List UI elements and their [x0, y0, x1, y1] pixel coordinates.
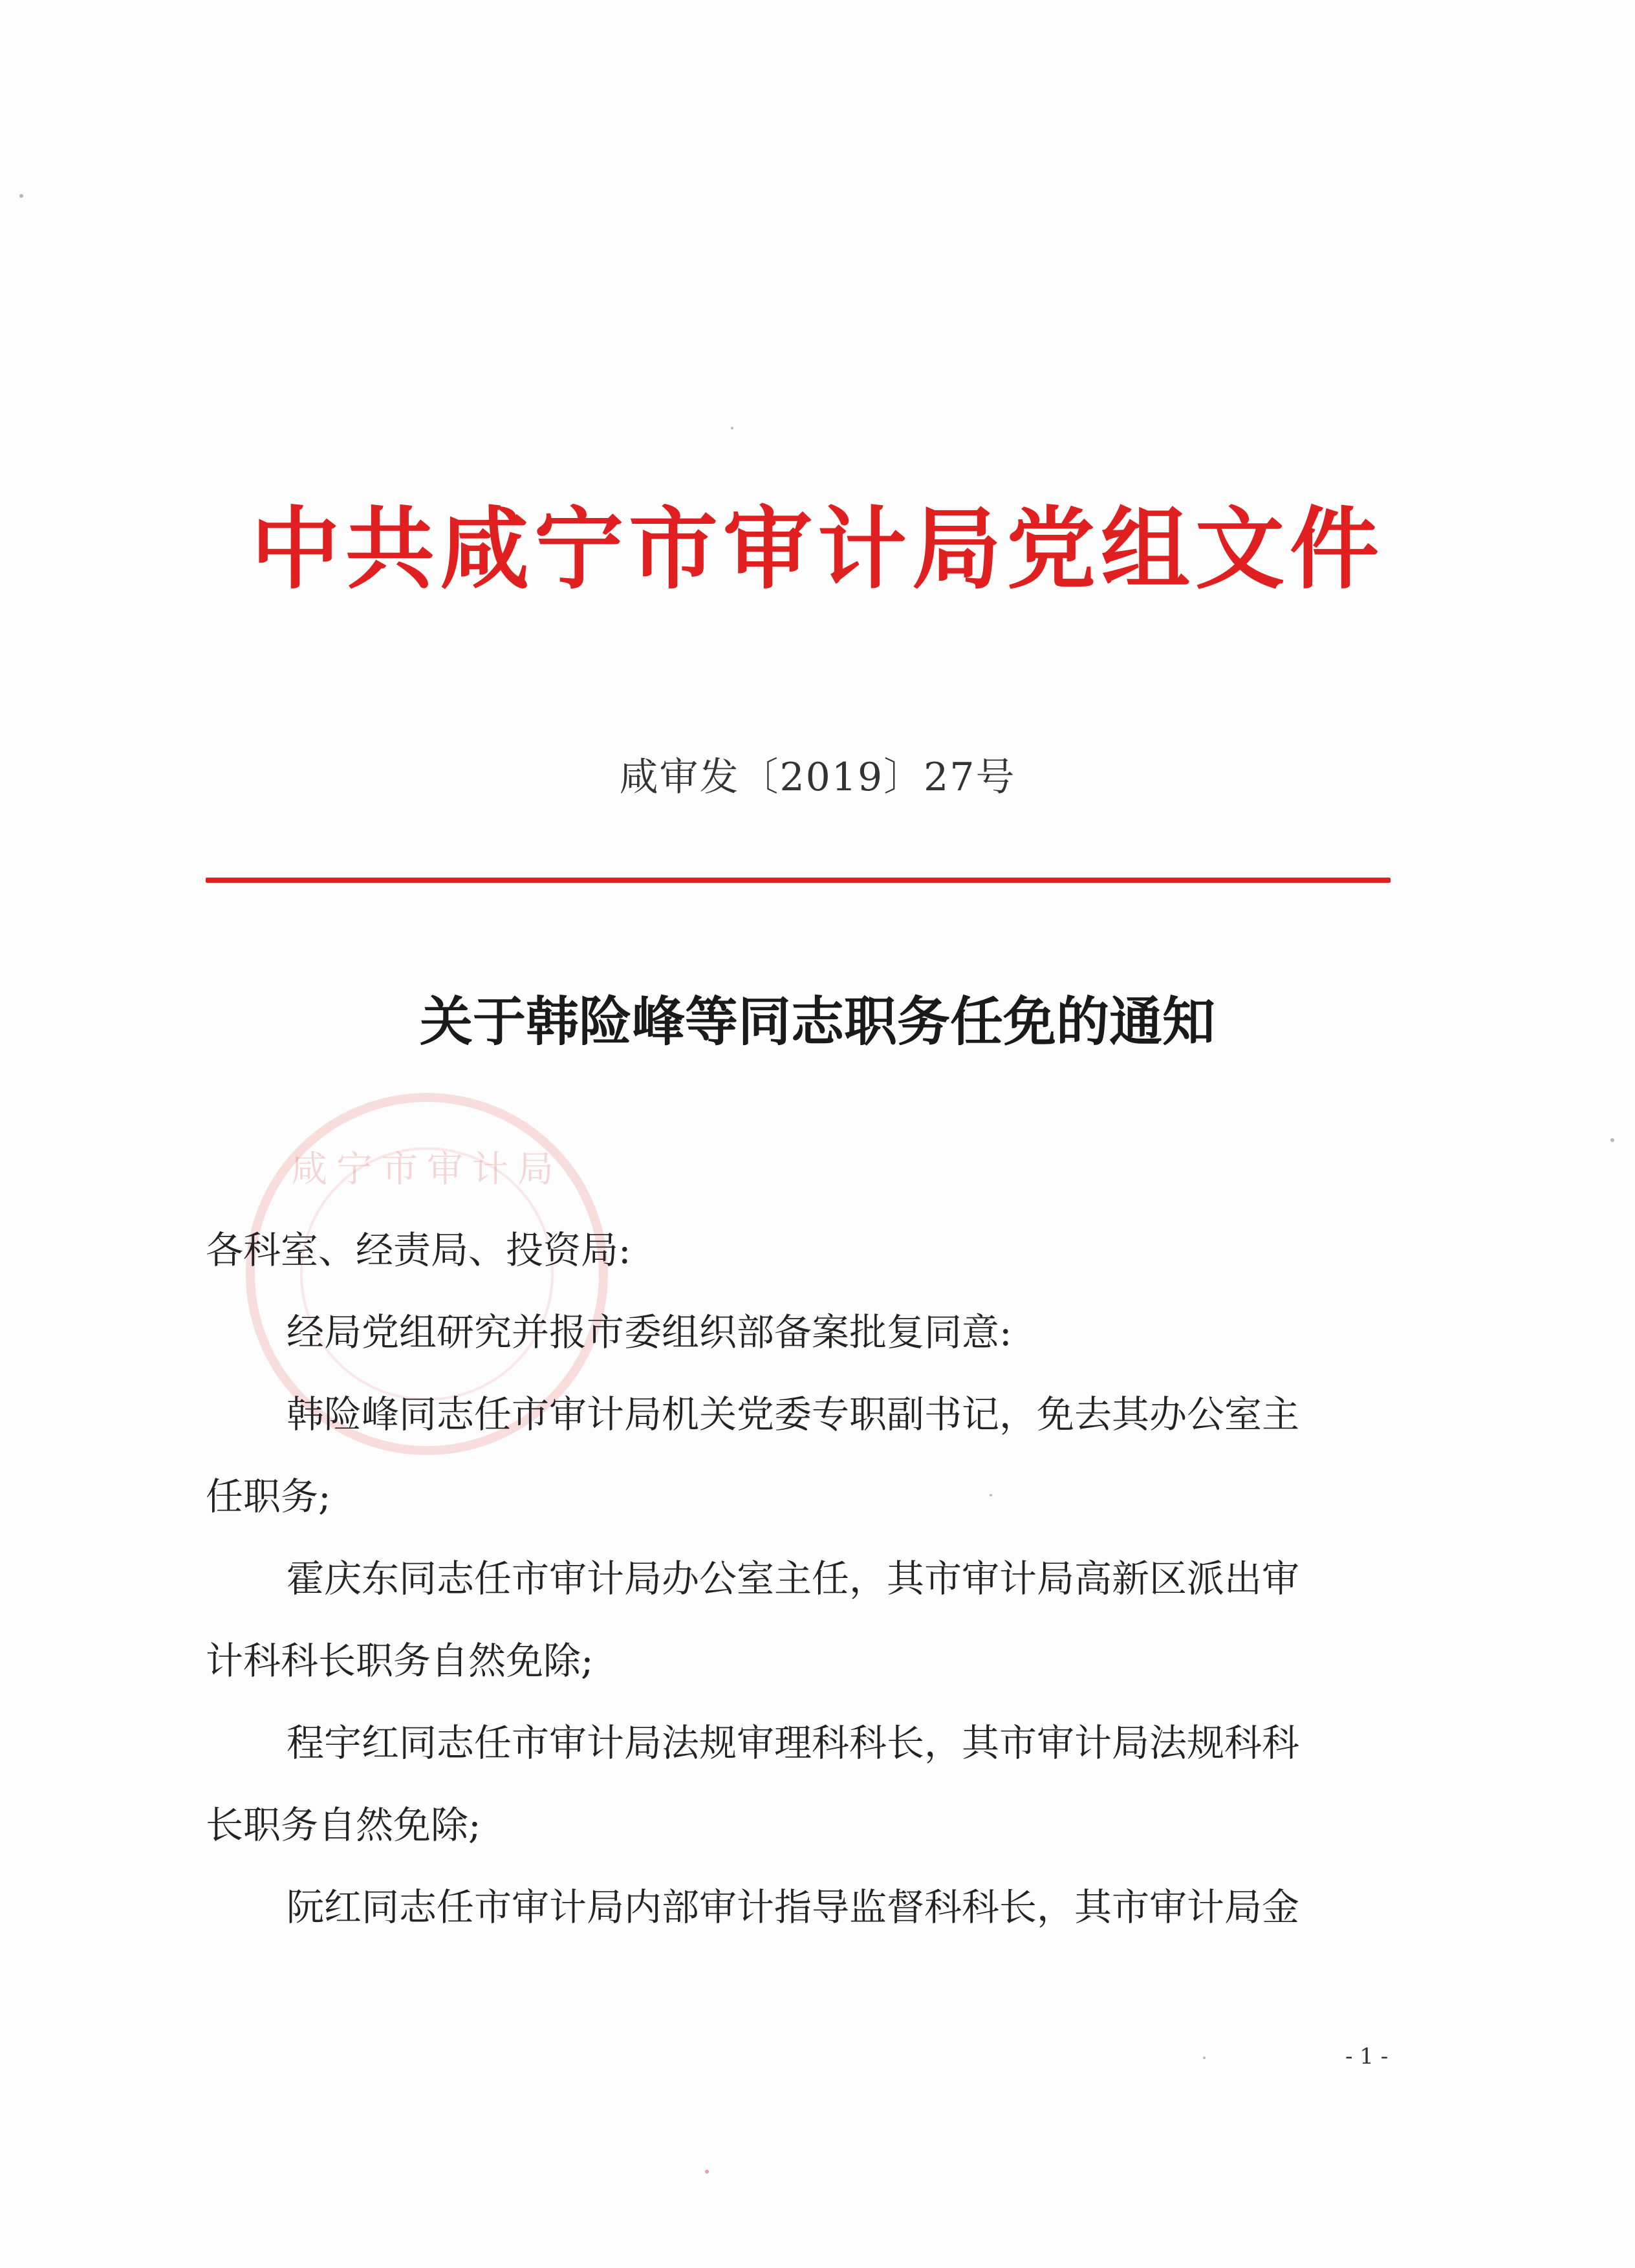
body-paragraph: 阮红同志任市审计局内部审计指导监督科科长，其市审计局金 — [287, 1885, 1300, 1929]
body-paragraph-continuation: 计科科长职务自然免除; — [206, 1639, 594, 1683]
notice-body — [206, 1209, 1396, 1949]
body-paragraph: 经局党组研究并报市委组织部备案批复同意: — [287, 1310, 1012, 1354]
body-paragraph: 程宇红同志任市审计局法规审理科科长，其市审计局法规科科 — [287, 1721, 1300, 1765]
scan-speck — [731, 427, 733, 429]
document-number: 咸审发〔2019〕27号 — [619, 755, 1016, 800]
body-paragraph: 霍庆东同志任市审计局办公室主任，其市审计局高新区派出审 — [287, 1557, 1300, 1601]
scan-speck — [1610, 1138, 1614, 1142]
body-paragraph: 韩险峰同志任市审计局机关党委专职副书记，免去其办公室主 — [287, 1392, 1300, 1436]
scan-speck — [705, 2170, 709, 2174]
seal-text: 咸宁市审计局 — [291, 1149, 563, 1191]
salutation: 各科室、经责局、投资局: — [206, 1228, 631, 1272]
red-divider-line — [206, 878, 1391, 883]
page-number: - 1 - — [1345, 2044, 1389, 2069]
document-header-title: 中共咸宁市审计局党组文件 — [250, 496, 1384, 601]
scan-speck — [19, 194, 23, 198]
body-paragraph-continuation: 任职务; — [206, 1474, 331, 1518]
notice-title: 关于韩险峰等同志职务任免的通知 — [419, 991, 1215, 1053]
body-paragraph-continuation: 长职务自然免除; — [206, 1803, 481, 1847]
scan-speck — [1203, 2057, 1206, 2059]
scan-speck — [990, 1494, 992, 1496]
